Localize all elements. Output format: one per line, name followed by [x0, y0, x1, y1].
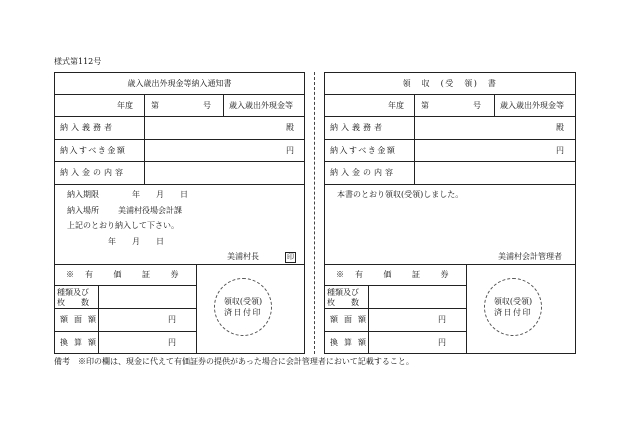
cut-line [314, 72, 315, 354]
left-converted-label: 換算額 [60, 338, 102, 347]
right-receipt-text: 本書のとおり領収(受領)しました。 [337, 190, 464, 199]
right-payer-suffix: 殿 [556, 123, 564, 132]
right-kinds-label-2: 枚 数 [327, 298, 359, 307]
right-stamp-label-1: 領収(受領) [493, 297, 533, 306]
right-face-value-label: 額面額 [330, 315, 372, 324]
right-number-prefix: 第 [421, 101, 429, 110]
right-amount-unit: 円 [556, 146, 564, 155]
right-kinds-label-1: 種類及び [327, 288, 359, 297]
left-amount-unit: 円 [286, 146, 294, 155]
left-number-prefix: 第 [151, 101, 159, 110]
left-payer-suffix: 殿 [286, 123, 294, 132]
right-number-suffix: 号 [473, 101, 481, 110]
right-converted-label: 換算額 [330, 338, 372, 347]
left-title: 歳入歳出外現金等納入通知書 [127, 79, 232, 88]
right-face-unit: 円 [438, 315, 446, 324]
left-place-label: 納入場所 [67, 206, 99, 215]
right-converted-unit: 円 [438, 338, 446, 347]
left-kinds-label-1: 種類及び [57, 288, 89, 297]
right-stamp-label-2: 済日付印 [494, 308, 532, 317]
right-content-label: 納入金の内容 [330, 168, 396, 177]
footnote: 備考 ※印の欄は、現金に代えて有価証券の提供があった場合に会計管理者において記載すること。 [54, 357, 414, 366]
left-amount-label: 納入すべき金額 [60, 146, 127, 155]
left-category: 歳入歳出外現金等 [229, 101, 293, 110]
left-payer-label: 納入義務者 [60, 123, 115, 132]
right-year-label: 年度 [388, 101, 404, 110]
left-issue-date: 年 月 日 [108, 237, 164, 246]
right-category: 歳入歳出外現金等 [500, 101, 564, 110]
left-face-value-label: 額面額 [60, 315, 102, 324]
left-converted-unit: 円 [168, 338, 176, 347]
left-deadline-label: 納入期限 [67, 190, 99, 199]
right-issuer: 美浦村会計管理者 [498, 252, 562, 261]
left-request-text: 上記のとおり納入して下さい。 [67, 221, 179, 230]
left-year-label: 年度 [117, 101, 133, 110]
left-issuer: 美浦村長 [227, 252, 259, 261]
left-face-unit: 円 [168, 315, 176, 324]
right-amount-label: 納入すべき金額 [330, 146, 397, 155]
left-content-label: 納入金の内容 [60, 168, 126, 177]
left-place-value: 美浦村役場会計課 [118, 206, 182, 215]
left-stamp-label-2: 済日付印 [224, 308, 262, 317]
right-securities-header: ※ 有 価 証 券 [336, 270, 450, 279]
left-stamp-label-1: 領収(受領) [223, 297, 263, 306]
left-securities-header: ※ 有 価 証 券 [66, 270, 180, 279]
right-payer-label: 納入義務者 [330, 123, 385, 132]
form-number: 様式第112号 [54, 57, 102, 66]
left-seal-mark: 印 [287, 253, 294, 261]
right-title: 領 収 (受 領) 書 [402, 79, 498, 88]
left-kinds-label-2: 枚 数 [57, 298, 89, 307]
left-deadline-date: 年 月 日 [132, 190, 188, 199]
left-number-suffix: 号 [203, 101, 211, 110]
